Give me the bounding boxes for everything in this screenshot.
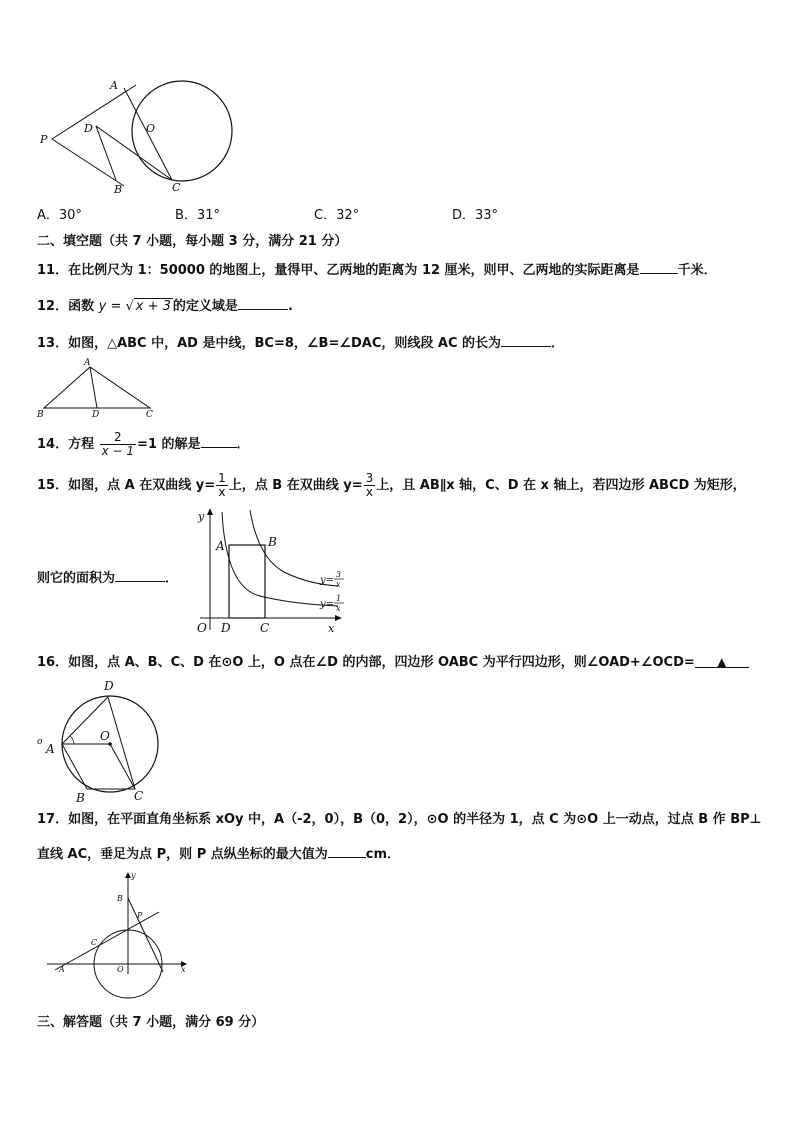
label-d: D — [221, 621, 231, 635]
label-p: P — [137, 911, 143, 920]
label-y: y — [198, 510, 205, 523]
q14-blank — [201, 433, 237, 448]
q14-text-b: =1 的解是 — [137, 437, 201, 452]
q17-blank — [328, 843, 366, 858]
label-c: C — [91, 938, 98, 947]
q16-blank — [695, 653, 749, 668]
q15-text-a: 15．如图，点 A 在双曲线 y= — [37, 478, 216, 493]
q10-option-c: C．32° — [314, 208, 360, 223]
q13-text-a: 13．如图，△ABC 中，AD 是中线，BC=8，∠B=∠DAC，则线段 AC 的长为 — [37, 336, 502, 351]
q10-option-a: A．30° — [37, 208, 82, 223]
q15-blank — [115, 567, 165, 582]
label-d: D — [92, 410, 100, 420]
label-curve1: y= — [320, 599, 335, 610]
label-c: C — [260, 621, 270, 635]
q12-sqrt-body: x + 3 — [135, 299, 171, 314]
label-o: O — [117, 965, 124, 974]
q15-fraction-2 — [364, 472, 376, 499]
q11-text-a: 11．在比例尺为 1：50000 的地图上，量得甲、乙两地的距离为 12 厘米，则甲、乙两地的实际距离是 — [37, 263, 640, 278]
q14-fraction — [100, 431, 136, 458]
label-b: B — [268, 535, 277, 549]
label-b: B — [76, 791, 85, 805]
q13-text — [37, 332, 564, 353]
q10-option-b: B．31° — [175, 208, 220, 223]
median-ad — [90, 367, 97, 408]
q14-frac-den: x − 1 — [101, 444, 135, 458]
label-a: A — [110, 79, 118, 92]
label-b: B — [37, 410, 44, 420]
label-c: C — [146, 410, 153, 420]
q17-text-line2 — [37, 843, 400, 864]
q15-text-e: ． — [165, 571, 179, 586]
line-bp — [128, 898, 163, 972]
label-curve1-den: x — [336, 604, 341, 613]
label-curve3-num: 3 — [336, 570, 342, 579]
q17-text-line1: 17．如图，在平面直角坐标系 xOy 中，A（-2，0），B（0，2），⊙O 的半径为 1，点 C 为⊙O 上一动点，过点 B 作 BP⊥ — [37, 812, 762, 827]
label-d: D — [84, 122, 93, 135]
curve-y-1-over-x — [222, 512, 338, 606]
label-a: A — [216, 539, 225, 553]
section2-heading: 二、填空题（共 7 小题，每小题 3 分，满分 21 分） — [37, 234, 348, 249]
label-y: y — [131, 871, 136, 880]
label-x: x — [328, 622, 335, 635]
q16-mark: ▲ — [717, 655, 727, 669]
q15-f2-num: 3 — [365, 471, 374, 485]
label-curve3-den: x — [336, 580, 341, 589]
q15-text-b: 上，点 B 在双曲线 y= — [228, 478, 363, 493]
label-c: C — [172, 181, 181, 194]
q15-figure — [192, 508, 352, 638]
label-deg: o — [37, 737, 43, 747]
q12-func-y: y — [98, 299, 107, 314]
tangent-pa — [52, 85, 136, 139]
segment-dc — [108, 697, 135, 789]
tangent-pb — [52, 139, 124, 186]
label-b: B — [117, 894, 123, 903]
q13-blank — [501, 332, 551, 347]
label-curve3: y= — [320, 575, 335, 586]
triangle-abc — [44, 367, 150, 408]
line-ac — [55, 912, 159, 970]
q14-frac-num: 2 — [100, 431, 136, 445]
label-d: D — [104, 679, 114, 693]
label-o: O — [146, 122, 156, 135]
label-b: B — [114, 183, 123, 196]
q14-text-c: ． — [236, 437, 250, 452]
q15-f1-den: x — [218, 485, 226, 499]
chord-dc — [96, 126, 172, 180]
rectangle-abcd — [229, 545, 265, 618]
axis-x-arrow — [335, 615, 342, 621]
q15-f1-num: 1 — [218, 471, 226, 485]
label-a: A — [84, 358, 91, 368]
q17-text-b: 直线 AC，垂足为点 P，则 P 点纵坐标的最大值为 — [37, 847, 328, 862]
q16-text — [37, 653, 749, 672]
axis-y-arrow — [207, 508, 213, 515]
section3-heading: 三、解答题（共 7 小题，满分 69 分） — [37, 1015, 265, 1030]
q15-text-c: 上，且 AB∥x 轴，C、D 在 x 轴上，若四边形 ABCD 为矩形， — [376, 478, 746, 493]
q11-text-b: 千米． — [677, 263, 717, 278]
q15-f2-den: x — [365, 485, 373, 499]
q10-option-d: D．33° — [452, 208, 499, 223]
q16-figure — [34, 676, 164, 806]
label-o: O — [197, 621, 207, 635]
q17-figure — [45, 868, 195, 978]
label-o: O — [100, 729, 110, 743]
q14-text — [37, 431, 250, 458]
q13-figure — [36, 357, 166, 420]
q14-text-a: 14．方程 — [37, 437, 95, 452]
segment-db — [96, 126, 116, 180]
q12-text-c: . — [287, 299, 293, 314]
label-x: x — [181, 965, 186, 974]
label-p: P — [40, 133, 48, 146]
q12-text-b: 的定义域是 — [172, 299, 238, 314]
q15-text-d: 则它的面积为 — [37, 571, 116, 586]
q11-blank — [640, 259, 678, 274]
q15-text-line2 — [37, 567, 178, 588]
q15-text — [37, 472, 746, 499]
q16-text-a: 16．如图，点 A、B、C、D 在⊙O 上，O 点在∠D 的内部，四边形 OABC 为平行四边形，则∠OAD+∠OCD= — [37, 655, 695, 670]
q15-fraction-1 — [216, 472, 228, 499]
q17-text-c: cm． — [365, 847, 401, 862]
angle-arc-a — [70, 736, 74, 744]
q12-blank — [238, 295, 288, 310]
label-a: A — [46, 742, 55, 756]
q12-text-a: 12．函数 — [37, 299, 95, 314]
q13-text-b: ． — [551, 336, 565, 351]
q11-text — [37, 259, 717, 280]
q12-text: 12．函数 y = √ x + 3 的定义域是 . — [37, 295, 293, 316]
label-curve1-num: 1 — [336, 594, 342, 603]
q12-func-eq: = — [106, 299, 126, 314]
label-c: C — [134, 789, 144, 803]
label-a: A — [59, 965, 65, 974]
q10-figure — [36, 78, 216, 198]
